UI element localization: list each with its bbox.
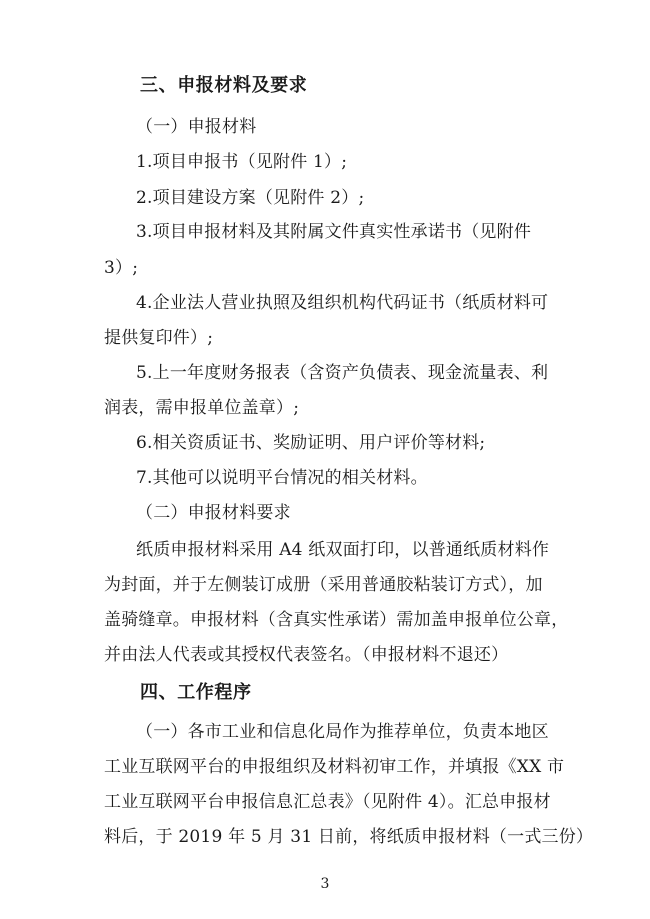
list-item-5: 5.上一年度财务报表（含资产负债表、现金流量表、利 (136, 363, 549, 383)
list-item-2: 2.项目建设方案（见附件 2）; (136, 188, 365, 208)
section-4-heading: 四、工作程序 (140, 682, 252, 703)
list-item-1: 1.项目申报书（见附件 1）; (136, 152, 348, 172)
procedure-line-2: 工业互联网平台的申报组织及材料初审工作，并填报《XX 市 (104, 757, 565, 777)
section-3-heading: 三、申报材料及要求 (140, 75, 308, 96)
procedure-line-3: 工业互联网平台申报信息汇总表》（见附件 4）。汇总申报材 (104, 792, 551, 812)
subsection-2-heading: （二）申报材料要求 (136, 503, 291, 523)
list-item-7: 7.其他可以说明平台情况的相关材料。 (136, 468, 428, 488)
procedure-line-1: （一）各市工业和信息化局作为推荐单位，负责本地区 (136, 722, 549, 742)
list-item-3-cont: 3）; (104, 258, 139, 278)
list-item-4-cont: 提供复印件）; (104, 328, 214, 348)
list-item-4: 4.企业法人营业执照及组织机构代码证书（纸质材料可 (136, 293, 549, 313)
requirements-line-4: 并由法人代表或其授权代表签名。（申报材料不退还） (104, 645, 509, 665)
subsection-1-heading: （一）申报材料 (136, 117, 257, 137)
list-item-3: 3.项目申报材料及其附属文件真实性承诺书（见附件 (136, 222, 532, 242)
requirements-line-1: 纸质申报材料采用 A4 纸双面打印，以普通纸质材料作 (136, 540, 550, 560)
page-number: 3 (320, 876, 330, 892)
requirements-line-3: 盖骑缝章。申报材料（含真实性承诺）需加盖申报单位公章， (104, 610, 569, 630)
list-item-6: 6.相关资质证书、奖励证明、用户评价等材料; (136, 433, 486, 453)
procedure-line-4: 料后，于 2019 年 5 月 31 日前，将纸质申报材料（一式三份） (104, 827, 594, 847)
list-item-5-cont: 润表，需申报单位盖章）; (104, 398, 300, 418)
requirements-line-2: 为封面，并于左侧装订成册（采用普通胶粘装订方式），加 (104, 575, 543, 595)
